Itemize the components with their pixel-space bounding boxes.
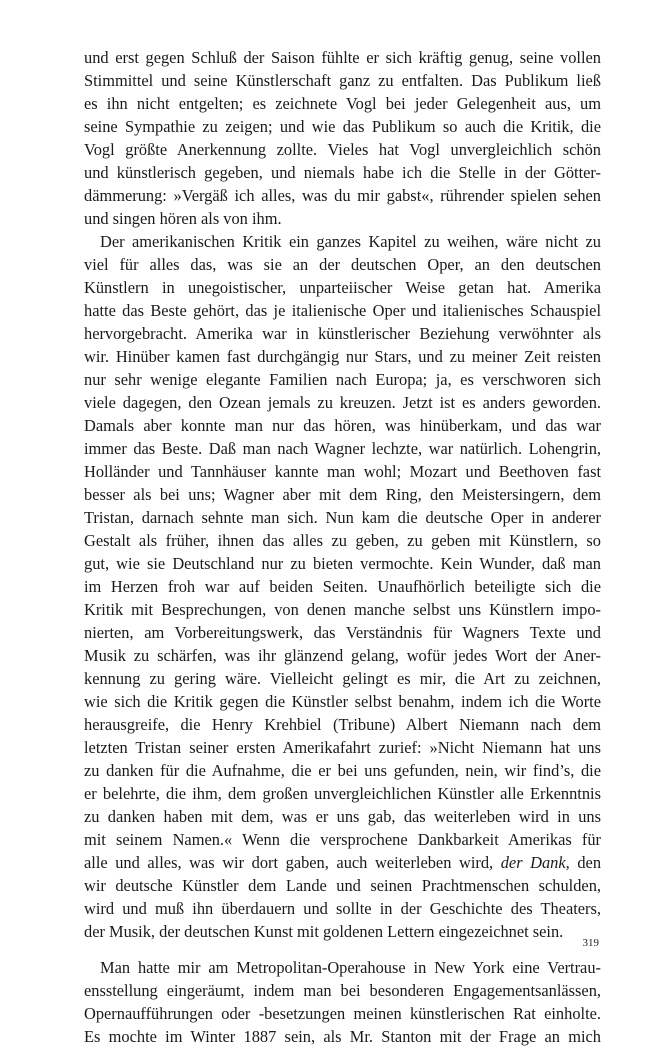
text-segment: alle und alles, was wir dort gaben, auch weiterleben wird, (84, 853, 501, 872)
text-line: wie sich die Kritik gegen die Künstler selbst benahm, indem ich die Worte (84, 692, 601, 711)
text-line: im Herzen froh war auf beiden Seiten. Unaufhörlich beteiligte sich die (84, 577, 601, 596)
text-segment: den (569, 853, 601, 872)
text-line: Gestalt als früher, ihnen das alles zu geben, zu geben mit Künstlern, so (84, 531, 601, 550)
text-line: hatte das Beste gehört, das je italienische Oper und italienisches Schauspiel (84, 301, 601, 320)
text-line: wird und muß ihn überdauern und sollte in der Geschichte des Theaters, (84, 899, 601, 918)
text-line: nur sehr wenige elegante Familien nach Europa; ja, es verschworen sich (84, 370, 601, 389)
text-line: Holländer und Tannhäuser kannte man wohl; Mozart und Beethoven fast (84, 462, 601, 481)
text-line: kennung zu gering wäre. Vielleicht gelingt es mir, die Art zu zeichnen, (84, 669, 601, 688)
text-line: er belehrte, die ihm, dem großen unvergleichlichen Künstler alle Erkenntnis (84, 784, 601, 803)
text-line: seine Sympathie zu zeigen; und wie das Publikum so auch die Kritik, die (84, 117, 601, 136)
emphasis-der-dank: der Dank, (500, 853, 570, 872)
text-line: und erst gegen Schluß der Saison fühlte er sich kräftig genug, seine vollen (84, 48, 601, 67)
text-line: Künstlern in unegoistischer, unparteiischer Weise getan hat. Amerika (84, 278, 601, 297)
text-line: Kritik mit Besprechungen, von denen manche selbst uns Künstlern impo- (84, 600, 601, 619)
text-line: besser als bei uns; Wagner aber mit dem Ring, den Meistersingern, dem (84, 485, 601, 504)
text-line: wir deutsche Künstler dem Lande und seinen Prachtmenschen schulden, (84, 876, 601, 895)
text-line: viel für alles das, was sie an der deutschen Oper, an den deutschen (84, 255, 601, 274)
text-line: der Musik, der deutschen Kunst mit goldenen Lettern eingezeichnet sein. (84, 922, 564, 941)
text-line: Man hatte mir am Metropolitan-Operahouse in New York eine Vertrau- (100, 958, 601, 977)
text-line: Tristan, darnach sehnte man sich. Nun kam die deutsche Oper in anderer (84, 508, 601, 527)
text-line: Opernaufführungen oder -besetzungen meinen künstlerischen Rat einholte. (84, 1004, 601, 1023)
text-line: zu danken für die Aufnahme, die er bei uns gefunden, nein, wir find’s, die (84, 761, 601, 780)
page-number: 319 (582, 937, 599, 949)
text-line: und singen hören als von ihm. (84, 209, 282, 228)
text-line: Es mochte im Winter 1887 sein, als Mr. Stanton mit der Frage an mich (84, 1027, 601, 1046)
paragraph-vogl (84, 46, 601, 230)
text-line: Damals aber konnte man nur das hören, was hinüberkam, und das war (84, 416, 601, 435)
text-line-with-emphasis (84, 851, 601, 874)
text-line: letzten Tristan seiner ersten Amerikafahrt zurief: »Nicht Niemann hat uns (84, 738, 601, 757)
text-line: es ihn nicht entgelten; es zeichnete Vogl bei jeder Gelegenheit aus, um (84, 94, 601, 113)
text-line: Musik zu schärfen, was ihr glänzend gelang, wofür jedes Wort der Aner- (84, 646, 601, 665)
text-line: gut, wie sie Deutschland nur zu bieten vermochte. Kein Wunder, daß man (84, 554, 601, 573)
text-line: herausgreife, die Henry Krehbiel (Tribune) Albert Niemann nach dem (84, 715, 601, 734)
text-line: dämmerung: »Vergäß ich alles, was du mir gabst«, rührender spielen sehen (84, 186, 601, 205)
text-line: wir. Hinüber kamen fast durchgängig nur Stars, und zu meiner Zeit reisten (84, 347, 601, 366)
paragraph-metropolitan (84, 956, 601, 1048)
paragraph-critics (84, 230, 601, 943)
text-line: hervorgebracht. Amerika war in künstlerischer Beziehung verwöhnter als (84, 324, 601, 343)
text-line: zu danken haben mit dem, was er uns gab, das weiterleben wird in uns (84, 807, 601, 826)
text-line: immer das Beste. Daß man nach Wagner lechzte, war natürlich. Lohengrin, (84, 439, 601, 458)
body-text (84, 46, 601, 1048)
paragraph-gap (84, 943, 601, 956)
text-line: Vogl größte Anerkennung zollte. Vieles hat Vogl unvergleichlich schön (84, 140, 601, 159)
text-line: nierten, am Vorbereitungswerk, das Verständnis für Wagners Texte und (84, 623, 601, 642)
text-line: Stimmittel und seine Künstlerschaft ganz zu entfalten. Das Publikum ließ (84, 71, 601, 90)
text-line: und künstlerisch gegeben, und niemals habe ich die Stelle in der Götter- (84, 163, 601, 182)
text-line: viele dagegen, den Ozean jemals zu kreuzen. Jetzt ist es anders geworden. (84, 393, 601, 412)
text-line: Der amerikanischen Kritik ein ganzes Kapitel zu weihen, wäre nicht zu (100, 232, 601, 251)
text-line: ensstellung eingeräumt, indem man bei besonderen Engagementsanlässen, (84, 981, 601, 1000)
text-line: mit seinem Namen.« Wenn die versprochene Dankbarkeit Amerikas für (84, 830, 601, 849)
